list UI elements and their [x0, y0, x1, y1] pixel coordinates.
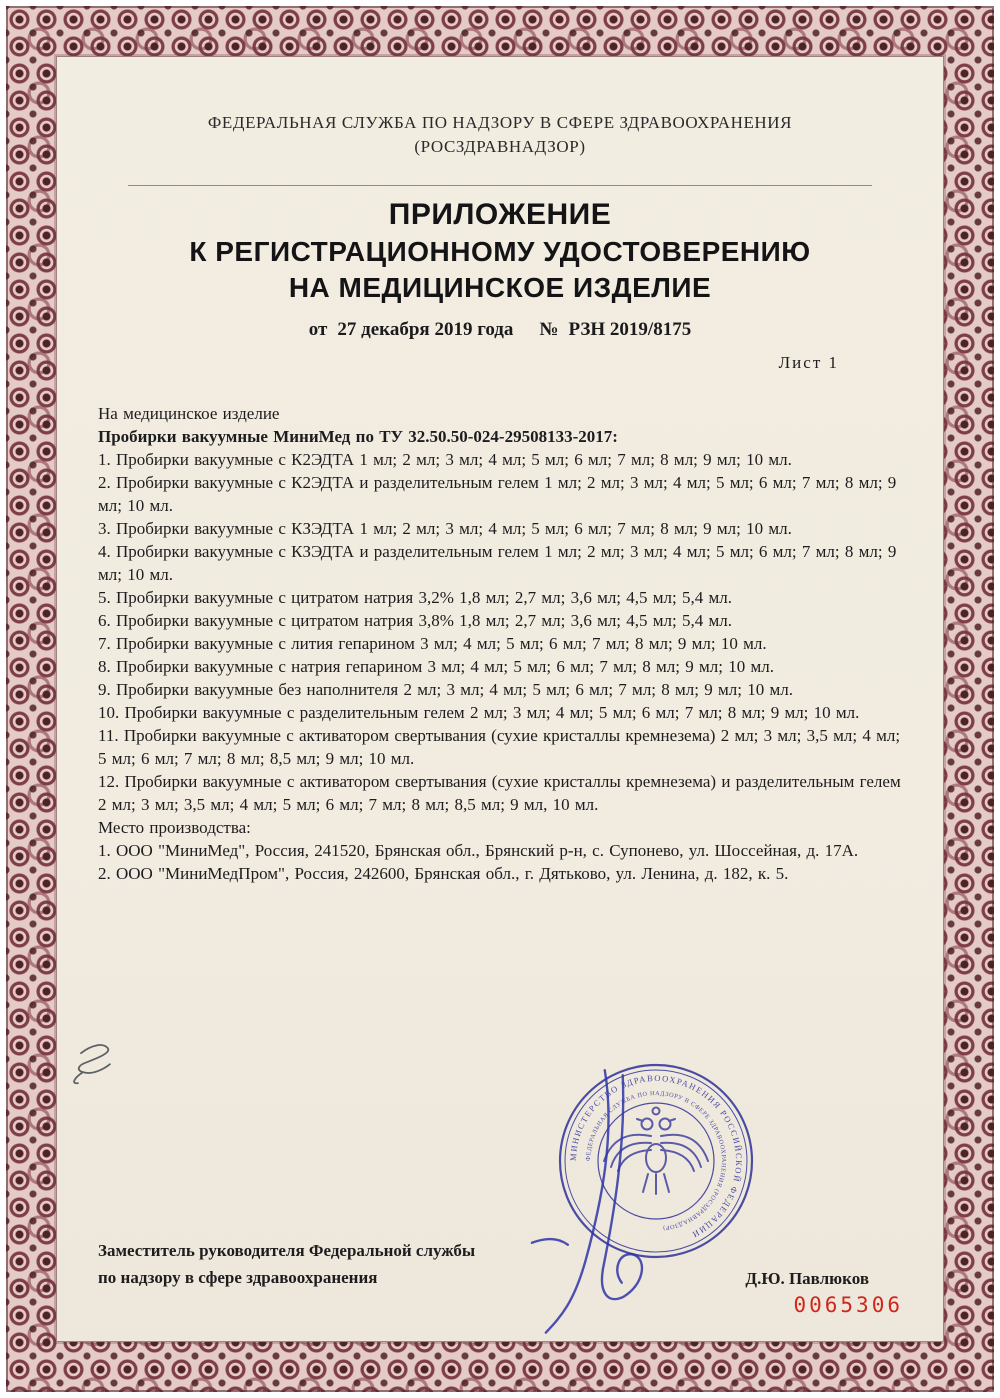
signer-position: [98, 1237, 475, 1291]
svg-text:ФЕДЕРАЛЬНАЯ СЛУЖБА ПО НАДЗОРУ: [585, 1090, 727, 1232]
intro-line: На медицинское изделие: [98, 404, 280, 423]
list-item: 8. Пробирки вакуумные с натрия гепарином 3 мл; 4 мл; 5 мл; 6 мл; 7 мл; 8 мл; 9 мл; 10 мл.: [98, 657, 774, 676]
margin-pen-mark: [74, 1045, 110, 1083]
signer-name: Д.Ю. Павлюков: [745, 1269, 869, 1288]
product-title: Пробирки вакуумные МиниМед по ТУ 32.50.50-024-29508133-2017:: [98, 427, 618, 446]
list-item: 11. Пробирки вакуумные с активатором свертывания (сухие кристаллы кремнезема) 2 мл; 3 мл; 3,5 мл; 4 мл; 5 мл; 6 мл; 7 мл; 8 мл; 8,5 мл; 9 мл; 10 мл.: [98, 726, 901, 768]
serial-number: 0065306: [793, 1293, 903, 1317]
stamp-outer-text: МИНИСТЕРСТВО ЗДРАВООХРАНЕНИЯ РОССИЙСКОЙ ФЕДЕРАЦИИ: [567, 1072, 745, 1241]
title-line-3: НА МЕДИЦИНСКОЕ ИЗДЕЛИЕ: [288, 272, 712, 303]
production-site: 1. ООО "МиниМед", Россия, 241520, Брянская обл., Брянский р-н, с. Супонево, ул. Шоссейная, д. 17А.: [98, 841, 859, 860]
list-item: 7. Пробирки вакуумные с лития гепарином 3 мл; 4 мл; 5 мл; 6 мл; 7 мл; 8 мл; 9 мл; 10 мл.: [98, 634, 767, 653]
agency-name: ФЕДЕРАЛЬНАЯ СЛУЖБА ПО НАДЗОРУ В СФЕРЕ ЗДРАВООХРАНЕНИЯ: [207, 113, 793, 132]
header-divider: [128, 185, 872, 186]
agency-short-name: (РОСЗДРАВНАДЗОР): [414, 137, 586, 156]
list-item: 10. Пробирки вакуумные с разделительным гелем 2 мл; 3 мл; 4 мл; 5 мл; 6 мл; 7 мл; 8 мл; 9 мл; 10 мл.: [98, 703, 860, 722]
list-item: 9. Пробирки вакуумные без наполнителя 2 мл; 3 мл; 4 мл; 5 мл; 6 мл; 7 мл; 8 мл; 9 мл; 10 мл.: [98, 680, 793, 699]
list-item: 5. Пробирки вакуумные с цитратом натрия 3,2% 1,8 мл; 2,7 мл; 3,6 мл; 4,5 мл; 5,4 мл.: [98, 588, 732, 607]
number-label: №: [539, 319, 559, 340]
document-body: [56, 56, 944, 1342]
document-title: [57, 196, 943, 306]
list-item: 2. Пробирки вакуумные с К2ЭДТА и разделительным гелем 1 мл; 2 мл; 3 мл; 4 мл; 5 мл; 6 мл; 7 мл; 8 мл; 9 мл; 10 мл.: [98, 473, 897, 515]
signer-position-line-1: Заместитель руководителя Федеральной службы: [98, 1241, 476, 1260]
production-label: Место производства:: [98, 818, 251, 837]
production-site: 2. ООО "МиниМедПром", Россия, 242600, Брянская обл., г. Дятьково, ул. Ленина, д. 182, к. 5.: [98, 864, 789, 883]
list-item: 3. Пробирки вакуумные с КЗЭДТА 1 мл; 2 мл; 3 мл; 4 мл; 5 мл; 6 мл; 7 мл; 8 мл; 9 мл; 10 мл.: [98, 519, 792, 538]
list-item: 1. Пробирки вакуумные с К2ЭДТА 1 мл; 2 мл; 3 мл; 4 мл; 5 мл; 6 мл; 7 мл; 8 мл; 9 мл; 10 мл.: [98, 450, 792, 469]
double-headed-eagle-emblem: [604, 1108, 708, 1195]
list-item: 12. Пробирки вакуумные с активатором свертывания (сухие кристаллы кремнезема) и разделительным гелем 2 мл; 3 мл; 3,5 мл; 4 мл; 5 мл; 6 мл; 7 мл; 8 мл; 8,5 мл; 9 мл, 10 мл.: [98, 772, 901, 814]
list-item: 6. Пробирки вакуумные с цитратом натрия 3,8% 1,8 мл; 2,7 мл; 3,6 мл; 4,5 мл; 5,4 мл.: [98, 611, 732, 630]
registration-line: [57, 318, 943, 342]
signer-position-line-2: по надзору в сфере здравоохранения: [98, 1268, 378, 1287]
registration-date: 27 декабря 2019 года: [337, 319, 514, 340]
stamp-inner-text: ФЕДЕРАЛЬНАЯ СЛУЖБА ПО НАДЗОРУ В СФЕРЕ ЗДРАВООХРАНЕНИЯ (РОСЗДРАВНАДЗОР): [584, 1089, 728, 1232]
agency-header: [57, 57, 943, 159]
svg-text:МИНИСТЕРСТВО ЗДРАВООХРАНЕНИЯ Р: [568, 1073, 744, 1240]
official-stamp: [556, 1061, 756, 1261]
sheet-number: Лист 1: [778, 353, 839, 372]
registration-number: РЗН 2019/8175: [568, 319, 692, 340]
list-item: 4. Пробирки вакуумные с КЗЭДТА и разделительным гелем 1 мл; 2 мл; 3 мл; 4 мл; 5 мл; 6 мл; 7 мл; 8 мл; 9 мл; 10 мл.: [98, 542, 897, 584]
title-line-2: К РЕГИСТРАЦИОННОМУ УДОСТОВЕРЕНИЮ: [189, 236, 811, 267]
date-label: от: [308, 319, 328, 340]
title-line-1: ПРИЛОЖЕНИЕ: [388, 198, 612, 231]
body-text: [57, 402, 943, 885]
